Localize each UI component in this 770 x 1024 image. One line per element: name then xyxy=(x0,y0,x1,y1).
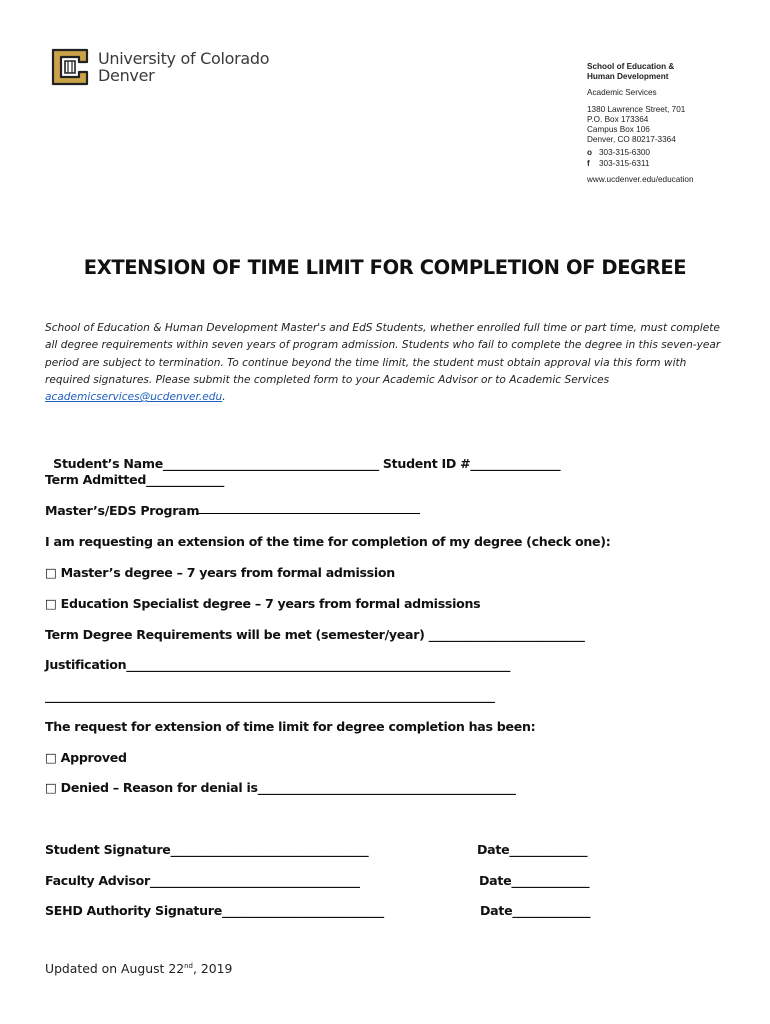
faculty-advisor-field[interactable]: Faculty Advisor___________________________________ xyxy=(45,873,360,888)
footer-sup: nd xyxy=(184,961,194,970)
approved-checkbox[interactable]: □ Approved xyxy=(45,750,127,765)
denied-checkbox[interactable]: □ Denied – Reason for denial is___________________________________________ xyxy=(45,780,516,795)
academic-services-email-link[interactable]: academicservices@ucdenver.edu xyxy=(45,391,223,404)
sehd-date-field[interactable]: Date_____________ xyxy=(480,903,591,918)
student-date-field[interactable]: Date_____________ xyxy=(477,842,588,857)
fax-number: 303-315-6311 xyxy=(599,158,650,168)
student-id-field[interactable]: Student ID #_______________ xyxy=(378,456,561,471)
website: www.ucdenver.edu/education xyxy=(587,174,694,184)
intro-text: School of Education & Human Development Master's and EdS Students, whether enrolled full time or part time, must complete all degree requirements within seven years of program admission. Students who fail to complete the degree in this seven-year period are subject to termination. To continue beyond the time limit, the student must obtain approval via this form with required signatures. Please submit the completed form to your Academic Advisor or to Academic Services xyxy=(45,322,721,386)
term-admitted-field[interactable]: Term Admitted_____________ xyxy=(45,472,225,487)
department-name-line-1: School of Education & xyxy=(587,62,675,71)
footer-prefix: Updated on August 22 xyxy=(45,961,185,976)
form-title: EXTENSION OF TIME LIMIT FOR COMPLETION OF DEGREE xyxy=(83,256,687,279)
logo-text xyxy=(98,50,269,84)
department-address-block xyxy=(587,62,694,185)
fax-label: f xyxy=(587,158,590,168)
po-box: P.O. Box 173364 xyxy=(587,114,649,124)
intro-end: . xyxy=(222,391,226,404)
phone-label: o xyxy=(587,148,593,158)
university-logo xyxy=(50,46,269,88)
masters-option-checkbox[interactable]: □ Master’s degree – 7 years from formal admission xyxy=(45,565,395,580)
logo-line-2: Denver xyxy=(98,66,155,85)
program-label: Master’s/EDS Program xyxy=(45,503,200,518)
campus-box: Campus Box 106 xyxy=(587,125,650,135)
footer-suffix: , 2019 xyxy=(193,961,233,976)
city-line: Denver, CO 80217-3364 xyxy=(587,135,676,145)
street-address: 1380 Lawrence Street, 701 xyxy=(587,104,686,114)
sehd-signature-field[interactable]: SEHD Authority Signature___________________________ xyxy=(45,903,384,918)
student-name-row xyxy=(45,441,560,471)
phone-number: 303-315-6300 xyxy=(599,148,650,158)
student-signature-field[interactable]: Student Signature_________________________________ xyxy=(45,842,369,857)
request-heading: I am requesting an extension of the time for completion of my degree (check one): xyxy=(45,534,611,549)
phone-line xyxy=(587,148,694,158)
term-requirements-field[interactable]: Term Degree Requirements will be met (semester/year) __________________________ xyxy=(45,627,585,642)
eds-option-checkbox[interactable]: □ Education Specialist degree – 7 years from formal admissions xyxy=(45,596,481,611)
department-name-line-2: Human Development xyxy=(587,72,669,82)
program-field-line[interactable] xyxy=(196,513,420,514)
logo-line-1: University of Colorado xyxy=(98,49,270,68)
office-name: Academic Services xyxy=(587,88,657,98)
student-name-field[interactable]: Student’s Name____________________________________ xyxy=(53,456,379,471)
intro-paragraph xyxy=(45,320,721,406)
justification-field[interactable]: Justification________________________________________________________________ xyxy=(45,657,511,672)
fax-line xyxy=(587,159,694,169)
cu-logo-icon xyxy=(50,46,90,88)
decision-heading: The request for extension of time limit for degree completion has been: xyxy=(45,719,536,734)
faculty-date-field[interactable]: Date_____________ xyxy=(479,873,590,888)
justification-continuation-line[interactable]: ___________________________________________________________________________ xyxy=(45,688,495,703)
updated-date-footer xyxy=(45,961,232,976)
